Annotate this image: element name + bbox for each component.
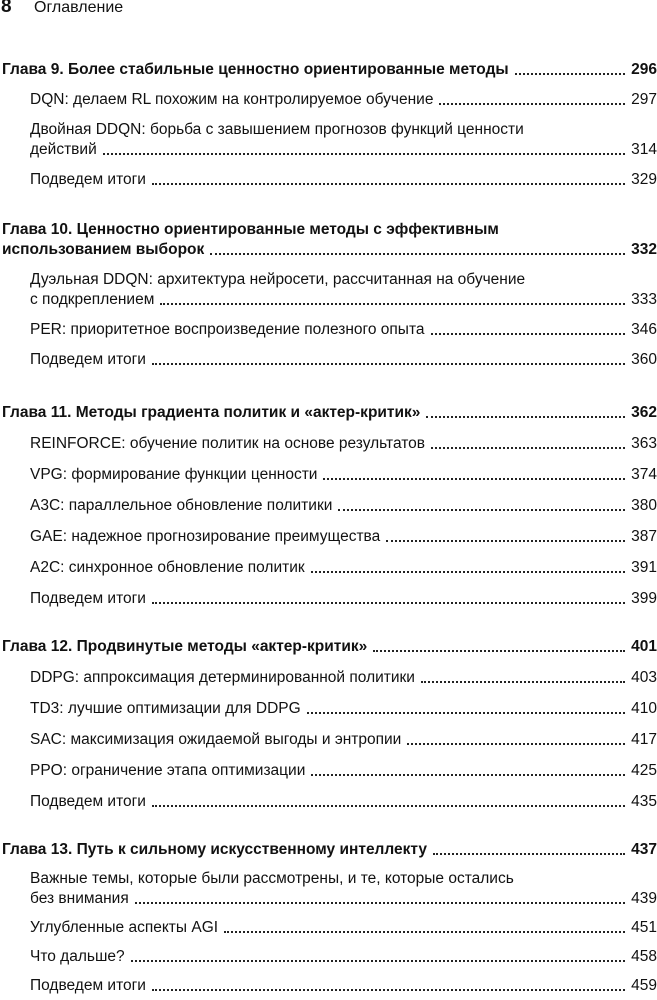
dot-leader [210,253,625,255]
section-page: 435 [631,793,657,810]
chapter-title-line-2: использованием выборок [2,241,205,258]
dot-leader [431,333,626,335]
dot-leader [131,960,625,962]
toc-entry[interactable] [0,730,657,750]
dot-leader [152,183,625,185]
toc-entry[interactable] [0,350,657,370]
section-page: 297 [631,91,657,108]
section-page: 391 [631,559,657,576]
dot-leader [160,303,625,305]
toc-entry[interactable] [0,699,657,719]
toc-entry[interactable] [0,170,657,190]
toc-entry[interactable] [0,918,657,938]
chapter-page: 401 [631,638,657,655]
dot-leader [224,931,625,933]
chapter-heading[interactable] [0,60,657,80]
toc-entry[interactable] [0,527,657,547]
section-title-line-1: Двойная DDQN: борьба с завышением прогнозов функций ценности [30,121,524,138]
toc-entry[interactable] [0,976,657,996]
toc-entry[interactable] [0,320,657,340]
section-page: 374 [631,466,657,483]
toc-entry[interactable] [0,434,657,454]
toc-entry[interactable] [0,792,657,812]
section-title-line-1: Важные темы, которые были рассмотрены, и те, которые остались [30,870,514,887]
chapter-title: Глава 13. Путь к сильному искусственному интеллекту [2,841,428,858]
section-title: TD3: лучшие оптимизации для DDPG [30,700,301,717]
section-title: Подведем итоги [30,793,146,810]
section-title: PPO: ограничение этапа оптимизации [30,762,306,779]
section-title: Подведем итоги [30,171,146,188]
section-page: 459 [631,977,657,994]
toc-entry[interactable] [0,120,657,160]
section-title-line-2: с подкреплением [30,291,155,308]
dot-leader [421,681,625,683]
chapter-title: Глава 12. Продвинутые методы «актер-критик» [2,638,368,655]
section-title: Подведем итоги [30,351,146,368]
running-title: Оглавление [34,0,124,16]
toc-entry[interactable] [0,496,657,516]
section-page: 425 [631,762,657,779]
section-title: VPG: формирование функции ценности [30,466,318,483]
section-title: PER: приоритетное воспроизведение полезного опыта [30,321,425,338]
chapter-heading[interactable] [0,840,657,860]
toc-entry[interactable] [0,270,657,310]
section-title: Что дальше? [30,948,125,965]
section-page: 380 [631,497,657,514]
toc-entry[interactable] [0,589,657,609]
section-title: SAC: максимизация ожидаемой выгоды и энтропии [30,731,402,748]
chapter-heading[interactable] [0,220,657,260]
chapter-title: Глава 11. Методы градиента политик и «актер-критик» [2,404,421,421]
section-title-line-2: действий [30,141,97,158]
chapter-9 [0,60,657,190]
section-page: 399 [631,590,657,607]
section-title: DQN: делаем RL похожим на контролируемое обучение [30,91,434,108]
section-title-line-2: без внимания [30,890,129,907]
dot-leader [373,650,625,652]
dot-leader [323,478,625,480]
chapter-heading[interactable] [0,637,657,657]
chapter-page: 332 [631,241,657,258]
section-title: A3C: параллельное обновление политики [30,497,333,514]
section-title: A2C: синхронное обновление политик [30,559,305,576]
dot-leader [152,363,625,365]
dot-leader [103,153,625,155]
section-title: Подведем итоги [30,590,146,607]
chapter-page: 437 [631,841,657,858]
section-title: GAE: надежное прогнозирование преимущества [30,528,381,545]
toc-entry[interactable] [0,465,657,485]
chapter-10 [0,220,657,370]
section-title: Подведем итоги [30,977,146,994]
chapter-12 [0,637,657,812]
section-title: Углубленные аспекты AGI [30,919,219,936]
section-title: REINFORCE: обучение политик на основе результатов [30,435,426,452]
dot-leader [311,571,625,573]
dot-leader [439,103,625,105]
dot-leader [311,774,625,776]
chapter-11 [0,403,657,609]
page-header [0,0,123,20]
section-title: DDPG: аппроксимация детерминированной политики [30,669,415,686]
section-page: 451 [631,919,657,936]
dot-leader [433,853,625,855]
dot-leader [152,602,625,604]
section-page: 346 [631,321,657,338]
toc-entry[interactable] [0,947,657,967]
chapter-heading[interactable] [0,403,657,423]
dot-leader [307,712,625,714]
section-page: 403 [631,669,657,686]
dot-leader [152,805,625,807]
section-page: 410 [631,700,657,717]
section-page: 458 [631,948,657,965]
section-page: 333 [631,291,657,308]
chapter-page: 362 [631,404,657,421]
section-title-line-1: Дуэльная DDQN: архитектура нейросети, рассчитанная на обучение [30,271,526,288]
page-number: 8 [1,0,12,17]
dot-leader [431,447,625,449]
chapter-page: 296 [631,61,657,78]
toc-entry[interactable] [0,869,657,909]
section-page: 363 [631,435,657,452]
dot-leader [135,902,625,904]
chapter-title: Глава 9. Более стабильные ценностно ориентированные методы [2,61,509,78]
section-page: 417 [631,731,657,748]
section-page: 329 [631,171,657,188]
toc-entry[interactable] [0,558,657,578]
dot-leader [515,73,625,75]
dot-leader [426,416,625,418]
section-page: 387 [631,528,657,545]
toc-entry[interactable] [0,90,657,110]
chapter-title-line-1: Глава 10. Ценностно ориентированные методы с эффективным [2,221,499,238]
dot-leader [386,540,625,542]
dot-leader [152,989,625,991]
chapter-13 [0,840,657,996]
toc-entry[interactable] [0,761,657,781]
section-page: 360 [631,351,657,368]
dot-leader [338,509,625,511]
toc-entry[interactable] [0,668,657,688]
section-page: 439 [631,890,657,907]
section-page: 314 [631,141,657,158]
dot-leader [407,743,625,745]
